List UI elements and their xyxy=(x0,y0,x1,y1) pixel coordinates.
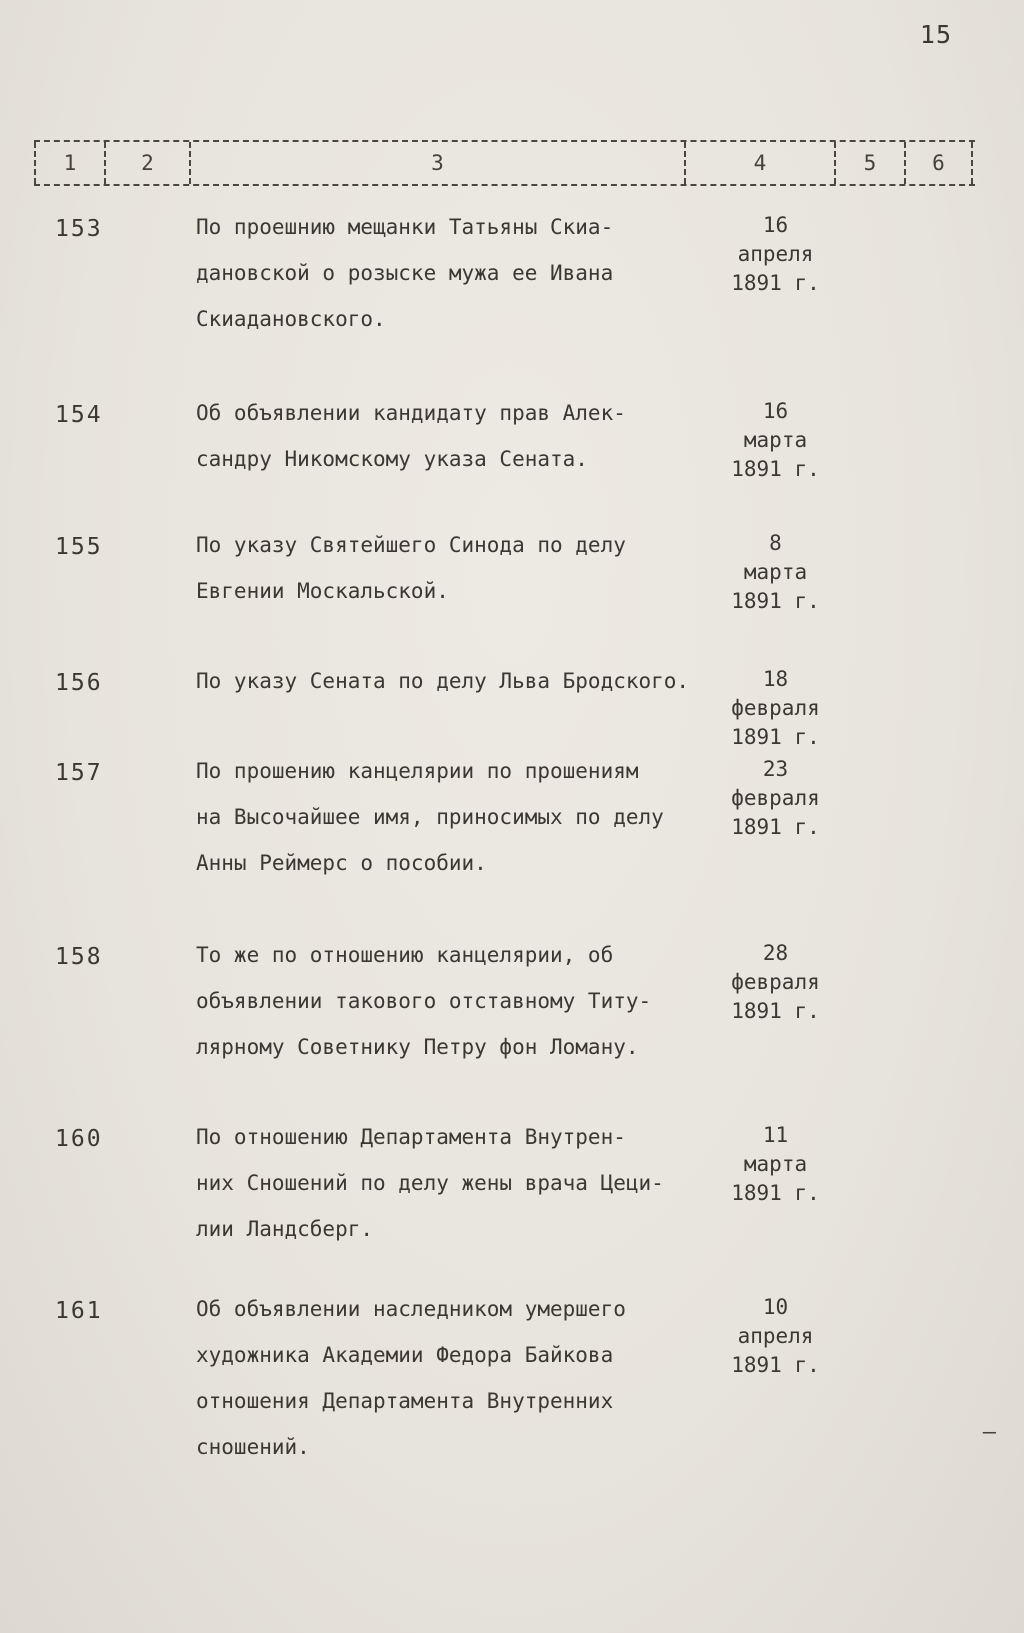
date-line: 28 xyxy=(762,941,789,965)
text-line: Анны Реймерс о пособии. xyxy=(196,851,487,875)
entry-description xyxy=(196,666,716,712)
text-line: По указу Сената по делу Льва Бродского. xyxy=(196,669,690,693)
entry-description xyxy=(196,940,716,1078)
entry-number: 158 xyxy=(55,944,103,970)
column-header-6: 6 xyxy=(904,142,973,184)
date-line: 1891 г. xyxy=(731,271,820,295)
text-line: Скиадановского. xyxy=(196,307,386,331)
entry-date xyxy=(698,1294,853,1381)
date-line: 16 xyxy=(762,399,789,423)
text-line: дановской о розыске мужа ее Ивана xyxy=(196,261,614,285)
date-line: марта xyxy=(743,1152,808,1176)
date-line: февраля xyxy=(731,970,820,994)
text-line: Об объявлении кандидату прав Алек- xyxy=(196,401,626,425)
date-line: 10 xyxy=(762,1295,789,1319)
column-header-row xyxy=(34,140,975,186)
text-line: художника Академии Федора Байкова xyxy=(196,1343,614,1367)
text-line: на Высочайшее имя, приносимых по делу xyxy=(196,805,664,829)
date-line: 18 xyxy=(762,667,789,691)
entry-number: 161 xyxy=(55,1298,103,1324)
date-line: 1891 г. xyxy=(731,725,820,749)
entry-date xyxy=(698,666,853,753)
entry-description xyxy=(196,212,716,350)
date-line: 1891 г. xyxy=(731,815,820,839)
text-line: объявлении такового отставному Титу- xyxy=(196,989,652,1013)
column-header-1: 1 xyxy=(34,142,104,184)
entry-number: 160 xyxy=(55,1126,103,1152)
date-line: 8 xyxy=(769,531,782,555)
date-line: марта xyxy=(743,428,808,452)
entry-date xyxy=(698,756,853,843)
date-line: марта xyxy=(743,560,808,584)
column-header-2: 2 xyxy=(104,142,189,184)
text-line: лии Ландсберг. xyxy=(196,1217,374,1241)
date-line: февраля xyxy=(731,696,820,720)
text-line: По проешнию мещанки Татьяны Скиа- xyxy=(196,215,614,239)
text-line: сношений. xyxy=(196,1435,310,1459)
entry-description xyxy=(196,398,716,490)
entry-date xyxy=(698,1122,853,1209)
date-line: 1891 г. xyxy=(731,1353,820,1377)
date-line: 1891 г. xyxy=(731,1181,820,1205)
date-line: апреля xyxy=(737,1324,814,1348)
column-header-3: 3 xyxy=(189,142,684,184)
date-line: 1891 г. xyxy=(731,589,820,613)
entry-date xyxy=(698,398,853,485)
entry-number: 156 xyxy=(55,670,103,696)
text-line: сандру Никомскому указа Сената. xyxy=(196,447,588,471)
text-line: По прошению канцелярии по прошениям xyxy=(196,759,639,783)
date-line: 1891 г. xyxy=(731,999,820,1023)
text-line: отношения Департамента Внутренних xyxy=(196,1389,614,1413)
entry-number: 155 xyxy=(55,534,103,560)
column-header-5: 5 xyxy=(834,142,904,184)
entry-number: 153 xyxy=(55,216,103,242)
entry-number: 157 xyxy=(55,760,103,786)
date-line: 11 xyxy=(762,1123,789,1147)
text-line: По указу Святейшего Синода по делу xyxy=(196,533,626,557)
margin-stray-mark: — xyxy=(982,1420,996,1445)
date-line: апреля xyxy=(737,242,814,266)
entry-description xyxy=(196,756,716,894)
text-line: Об объявлении наследником умершего xyxy=(196,1297,626,1321)
page-number: 15 xyxy=(919,20,952,49)
text-line: них Сношений по делу жены врача Цеци- xyxy=(196,1171,664,1195)
text-line: Евгении Москальской. xyxy=(196,579,449,603)
text-line: То же по отношению канцелярии, об xyxy=(196,943,614,967)
entry-date xyxy=(698,212,853,299)
entry-date xyxy=(698,530,853,617)
text-line: По отношению Департамента Внутрен- xyxy=(196,1125,626,1149)
date-line: 1891 г. xyxy=(731,457,820,481)
entry-date xyxy=(698,940,853,1027)
entry-description xyxy=(196,1294,716,1478)
date-line: 23 xyxy=(762,757,789,781)
column-header-4: 4 xyxy=(684,142,834,184)
date-line: 16 xyxy=(762,213,789,237)
entry-number: 154 xyxy=(55,402,103,428)
text-line: лярному Советнику Петру фон Ломану. xyxy=(196,1035,639,1059)
date-line: февраля xyxy=(731,786,820,810)
entry-description xyxy=(196,530,716,622)
entry-description xyxy=(196,1122,716,1260)
